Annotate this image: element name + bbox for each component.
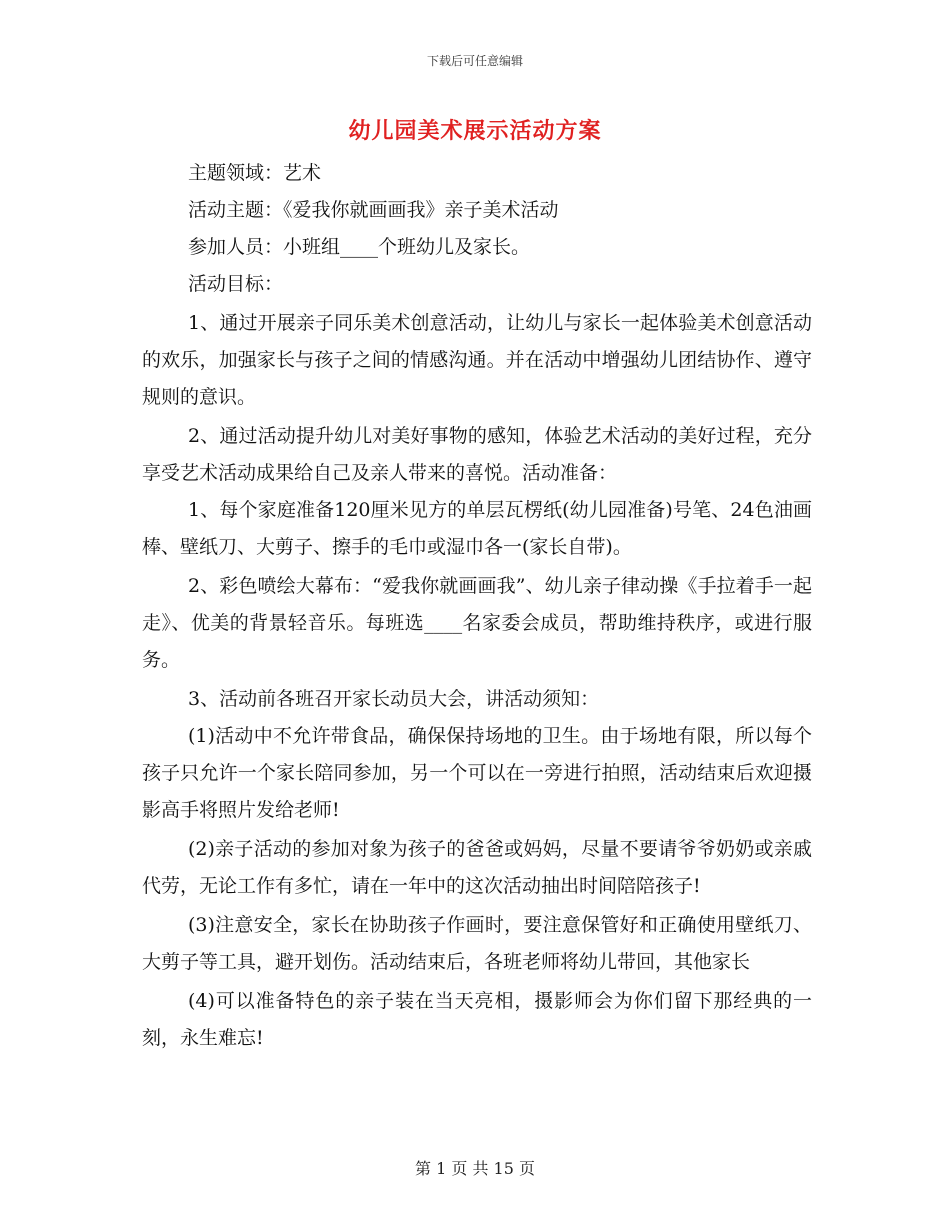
paragraph-activity-theme: 活动主题：《爱我你就画画我》亲子美术活动 xyxy=(188,199,559,221)
paragraph-notice-4: (4)可以准备特色的亲子装在当天亮相，摄影师会为你们留下那经典的一刻，永生难忘! xyxy=(142,990,812,1049)
document-body xyxy=(142,155,812,1057)
paragraph-notice-3: (3)注意安全，家长在协助孩子作画时，要注意保管好和正确使用壁纸刀、大剪子等工具，避开划伤。活动结束后，各班老师将幼儿带回，其他家长 xyxy=(142,914,812,973)
paragraph-goal-2: 2、通过活动提升幼儿对美好事物的感知，体验艺术活动的美好过程，充分享受艺术活动成果给自己及亲人带来的喜悦。活动准备： xyxy=(142,425,812,484)
page-header-note: 下载后可任意编辑 xyxy=(426,54,523,68)
page-footer: 第 1 页 共 15 页 xyxy=(415,1159,535,1178)
paragraph-notice-2: (2)亲子活动的参加对象为孩子的爸爸或妈妈，尽量不要请爷爷奶奶或亲戚代劳，无论工作有多忙，请在一年中的这次活动抽出时间陪陪孩子! xyxy=(142,838,812,897)
paragraph-participants: 参加人员：小班组____个班幼儿及家长。 xyxy=(188,236,531,258)
paragraph-goal-1: 1、通过开展亲子同乐美术创意活动，让幼儿与家长一起体验美术创意活动的欢乐，加强家长与孩子之间的情感沟通。并在活动中增强幼儿团结协作、遵守规则的意识。 xyxy=(142,312,812,408)
paragraph-goals-heading: 活动目标： xyxy=(188,273,284,295)
paragraph-subject-area: 主题领域：艺术 xyxy=(188,162,322,184)
document-title: 幼儿园美术展示活动方案 xyxy=(348,119,602,144)
paragraph-notice-1: (1)活动中不允许带食品，确保保持场地的卫生。由于场地有限，所以每个孩子只允许一个家长陪同参加，另一个可以在一旁进行拍照，活动结束后欢迎摄影高手将照片发给老师! xyxy=(142,725,812,821)
paragraph-prep-3: 3、活动前各班召开家长动员大会，讲活动须知： xyxy=(188,688,600,710)
paragraph-prep-1: 1、每个家庭准备120厘米见方的单层瓦楞纸(幼儿园准备)号笔、24色油画棒、壁纸刀、大剪子、擦手的毛巾或湿巾各一(家长自带)。 xyxy=(142,499,812,558)
paragraph-prep-2: 2、彩色喷绘大幕布：“爱我你就画画我”、幼儿亲子律动操《手拉着手一起走》、优美的背景轻音乐。每班选____名家委会成员，帮助维持秩序，或进行服务。 xyxy=(142,575,812,671)
